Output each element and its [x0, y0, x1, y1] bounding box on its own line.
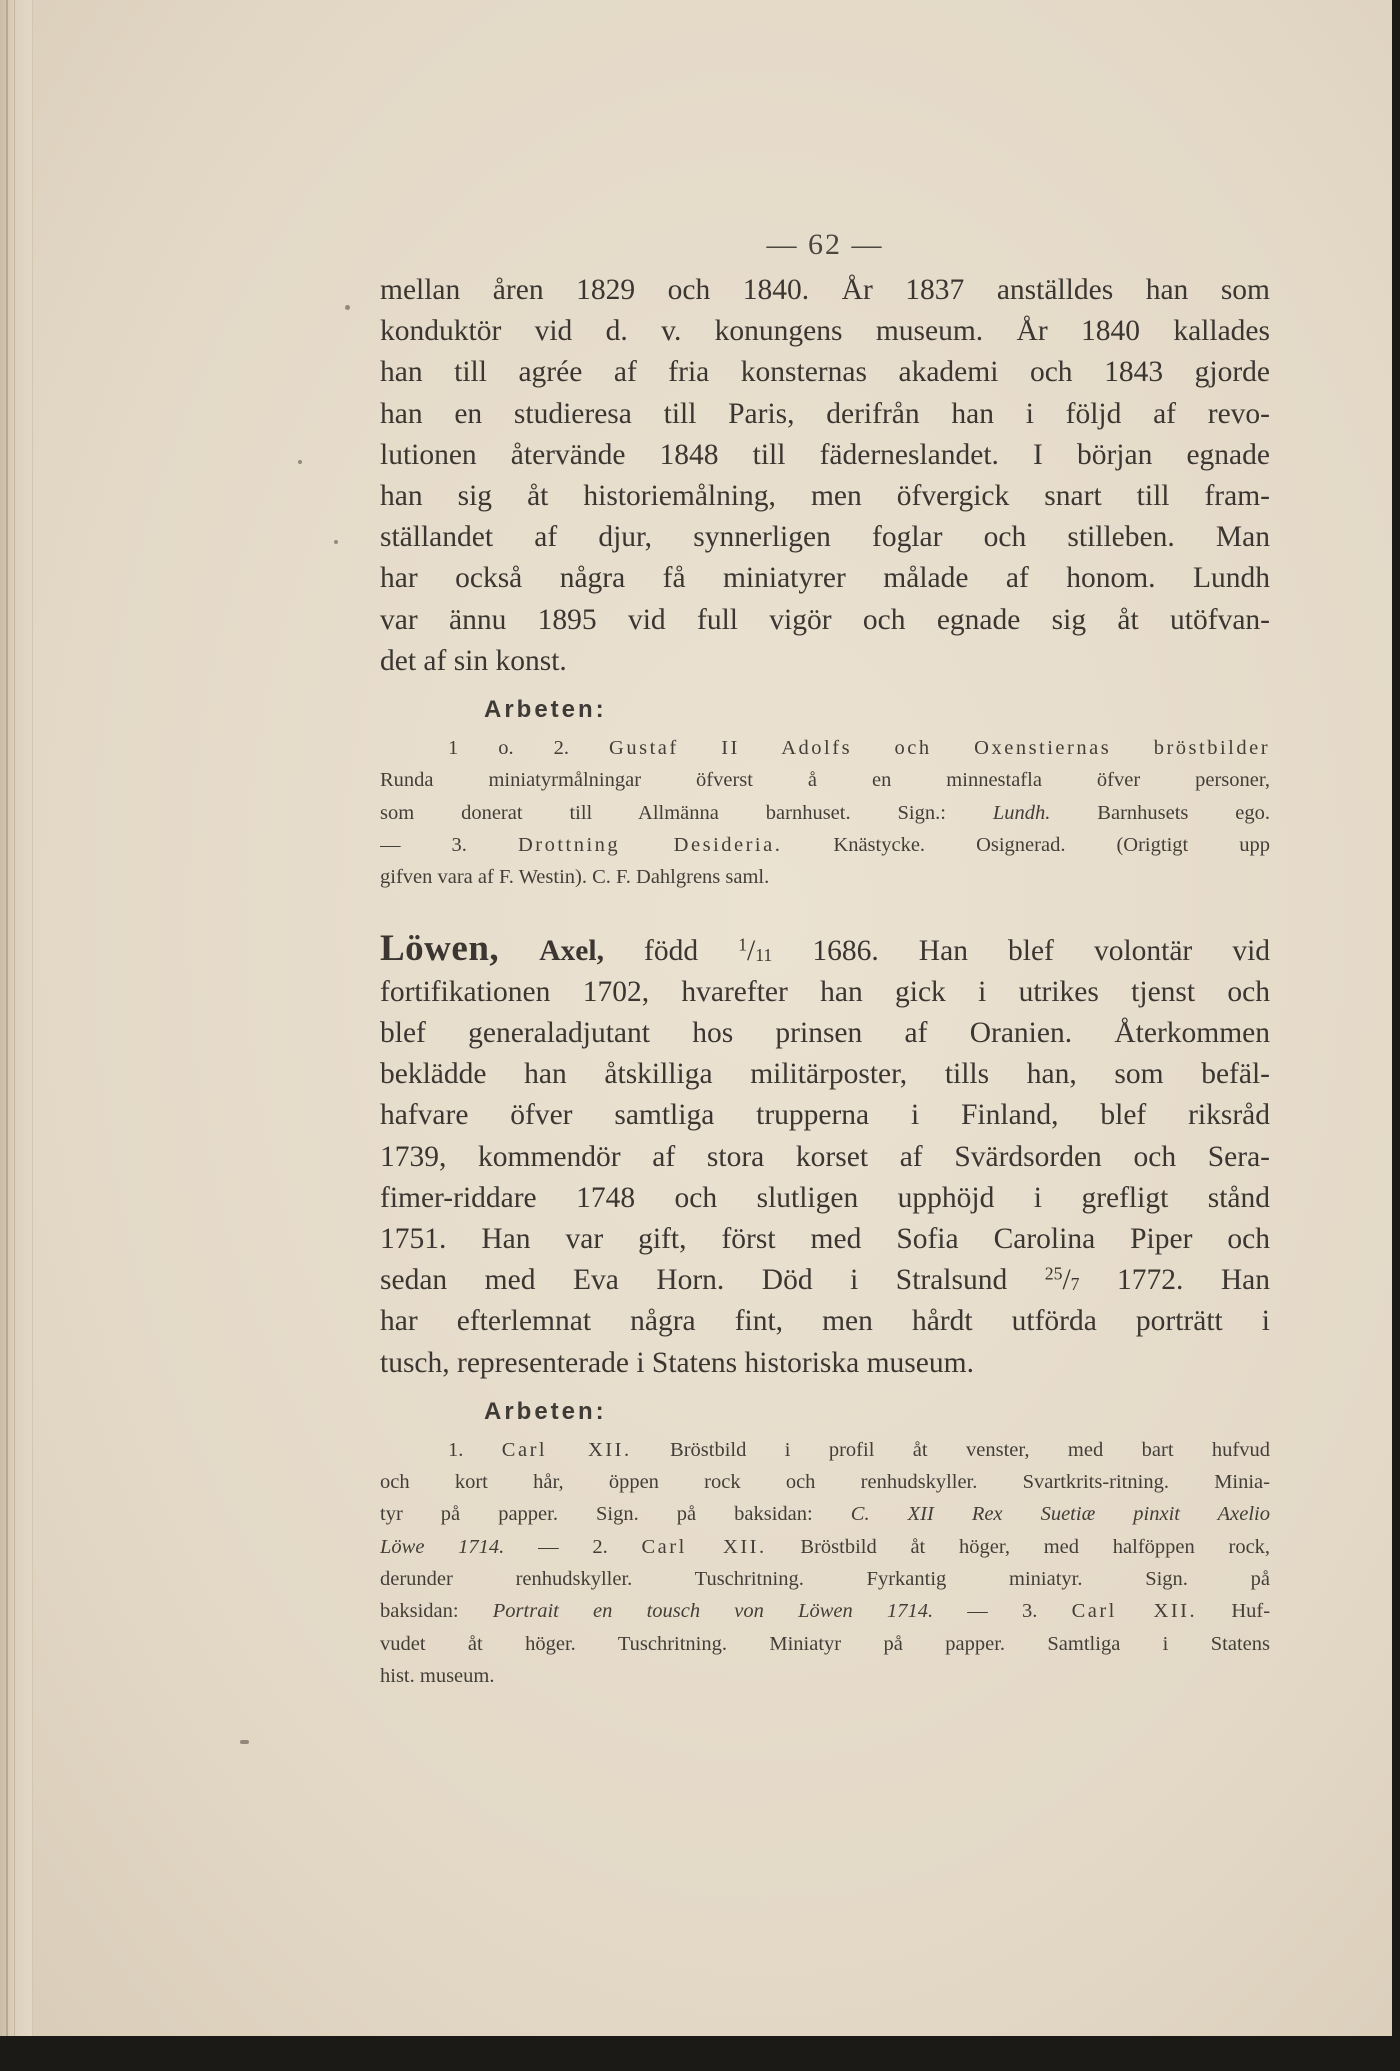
- margin-speck: [298, 460, 302, 464]
- text-line: mellan åren 1829 och 1840. År 1837 anställdes han som: [380, 274, 1270, 306]
- text-span: sedan med Eva Horn. Död i Stralsund: [380, 1264, 1008, 1297]
- birth-date: $^1/_{11}$: [738, 933, 773, 967]
- work-number: 1 o. 2.: [448, 737, 570, 760]
- text-line: fortifikationen 1702, hvarefter han gick i utrikes tjenst och: [380, 975, 1270, 1008]
- birth-year: 1686.: [812, 934, 879, 967]
- text-line: han till agrée af fria konsternas akademi och 1843 gjorde: [380, 356, 1270, 389]
- text-line: ställandet af djur, synnerligen foglar och stilleben. Man: [380, 521, 1270, 554]
- works-line: [380, 1434, 1270, 1466]
- works-text: — 3.: [380, 833, 467, 856]
- works-text: Huf-: [1231, 1600, 1270, 1623]
- works-line: [380, 829, 1270, 861]
- work-title: Carl XII.: [641, 1535, 767, 1558]
- signature-text: C. XII Rex Suetiæ pinxit Axelio: [850, 1503, 1270, 1526]
- work-title: Carl XII.: [501, 1438, 632, 1461]
- works-heading: Arbeten:: [484, 1397, 607, 1425]
- lowen-entry: [380, 928, 1270, 1384]
- works-line: vudet åt höger. Tuschritning. Miniatyr på papper. Samtliga i Statens: [380, 1632, 1270, 1655]
- works-text: tyr på papper. Sign. på baksidan:: [380, 1503, 813, 1526]
- margin-speck: [334, 540, 338, 544]
- work-title: Drottning Desideria.: [517, 833, 783, 856]
- text-line: han sig åt historiemålning, men öfvergick snart till fram-: [380, 480, 1270, 513]
- works-line: [380, 732, 1270, 764]
- works-line: [380, 1595, 1270, 1627]
- text-line: 1739, kommendör af stora korset af Svärdsorden och Sera-: [380, 1140, 1270, 1173]
- text-span: Han blef volontär vid: [918, 934, 1270, 967]
- margin-speck: [345, 305, 350, 310]
- text-line: han en studieresa till Paris, derifrån han i följd af revo-: [380, 397, 1270, 430]
- signature-text: Lundh.: [992, 801, 1051, 824]
- text-line: [380, 928, 1270, 972]
- lundh-works-list: [380, 732, 1270, 893]
- text-line: har efterlemnat några fint, men hårdt utförda porträtt i: [380, 1305, 1270, 1338]
- work-title: Carl XII.: [1071, 1600, 1198, 1623]
- works-line: [380, 1498, 1270, 1530]
- entry-given-name: Axel,: [539, 934, 604, 967]
- text-line: beklädde han åtskilliga militärposter, tills han, som befäl-: [380, 1058, 1270, 1091]
- lowen-works-list: [380, 1434, 1270, 1692]
- born-label: född: [644, 934, 699, 967]
- margin-speck: [240, 1740, 249, 1744]
- works-text: Bröstbild åt höger, med halföppen rock,: [800, 1535, 1270, 1558]
- page-number: — 62 —: [766, 228, 884, 261]
- signature-text: Löwe 1714.: [380, 1535, 505, 1558]
- death-date: $^{25}/_7$: [1044, 1263, 1080, 1297]
- works-heading: Arbeten:: [484, 696, 607, 724]
- entry-surname: Löwen,: [380, 927, 500, 969]
- text-line: fimer-riddare 1748 och slutligen upphöjd i grefligt stånd: [380, 1181, 1270, 1214]
- works-line: gifven vara af F. Westin). C. F. Dahlgrens saml.: [380, 866, 770, 889]
- works-text: — 2.: [538, 1535, 608, 1558]
- text-line: hafvare öfver samtliga trupperna i Finland, blef riksråd: [380, 1099, 1270, 1132]
- work-number: 1.: [448, 1438, 464, 1461]
- work-title: Gustaf II Adolfs och Oxenstiernas bröstbilder: [609, 737, 1270, 760]
- text-line: konduktör vid d. v. konungens museum. År 1840 kallades: [380, 315, 1270, 348]
- intro-paragraph: [380, 270, 1270, 682]
- works-line: och kort hår, öppen rock och renhudskyller. Svartkrits-ritning. Minia-: [380, 1471, 1270, 1494]
- works-text: baksidan:: [380, 1600, 459, 1623]
- text-line: var ännu 1895 vid full vigör och egnade sig åt utöfvan-: [380, 603, 1270, 636]
- signature-text: Portrait en tousch von Löwen 1714.: [492, 1600, 934, 1623]
- text-line: lutionen återvände 1848 till fäderneslandet. I början egnade: [380, 438, 1270, 471]
- works-line: Runda miniatyrmålningar öfverst å en minnestafla öfver personer,: [380, 769, 1270, 792]
- works-line: [380, 1531, 1270, 1563]
- text-line: blef generaladjutant hos prinsen af Oranien. Återkommen: [380, 1016, 1270, 1049]
- text-line: [380, 1260, 1270, 1301]
- text-span: 1772. Han: [1116, 1264, 1270, 1297]
- text-line: 1751. Han var gift, först med Sofia Carolina Piper och: [380, 1222, 1270, 1255]
- text-line: har också några få miniatyrer målade af honom. Lundh: [380, 562, 1270, 595]
- works-text: Bröstbild i profil åt venster, med bart hufvud: [670, 1438, 1270, 1461]
- works-line: hist. museum.: [380, 1664, 495, 1687]
- works-text: — 3.: [967, 1600, 1038, 1623]
- works-text: Knästycke. Osignerad. (Origtigt upp: [833, 833, 1270, 856]
- works-text: som donerat till Allmänna barnhuset. Sign.:: [380, 801, 946, 824]
- text-line: det af sin konst.: [380, 644, 567, 677]
- text-line: tusch, representerade i Statens historiska museum.: [380, 1346, 974, 1379]
- works-line: [380, 797, 1270, 829]
- works-text: Barnhusets ego.: [1097, 801, 1270, 824]
- book-spine: [0, 0, 33, 2036]
- works-line: derunder renhudskyller. Tuschritning. Fyrkantig miniatyr. Sign. på: [380, 1567, 1270, 1590]
- page-text: [380, 228, 1270, 1692]
